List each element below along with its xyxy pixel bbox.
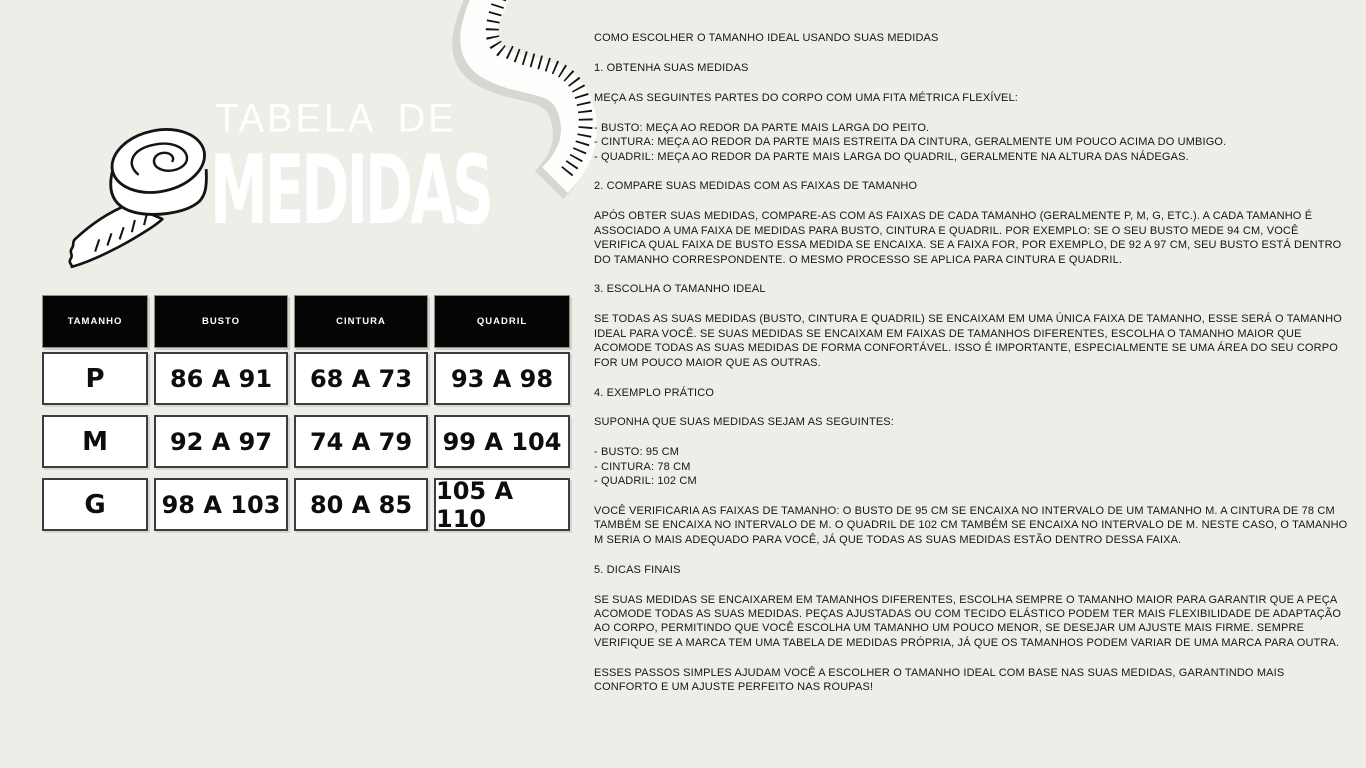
size-guide-text bbox=[594, 31, 1348, 695]
size-table-row-p bbox=[42, 352, 568, 405]
guide-paragraph: SUPONHA QUE SUAS MEDIDAS SEJAM AS SEGUINTES: bbox=[594, 416, 895, 429]
size-table-row-m bbox=[42, 415, 568, 468]
guide-list-line: - QUADRIL: 102 CM bbox=[594, 475, 697, 488]
size-table-row-g bbox=[42, 478, 568, 531]
size-table-cell: 105 A 110 bbox=[434, 478, 570, 531]
guide-paragraph: SE SUAS MEDIDAS SE ENCAIXAREM EM TAMANHOS DIFERENTES, ESCOLHA SEMPRE O TAMANHO MAIOR PARA GARANTIR QUE A PEÇA ACOMODE TODAS AS SUAS MEDIDAS. PEÇAS AJUSTADAS OU COM TECIDO ELÁSTICO PODEM TER MAIS FLEXIBILIDADE DE ADAPTAÇÃO AO CORPO, PERMITINDO QUE VOCÊ ESCOLHA UM TAMANHO UM POUCO MENOR, SE DESEJAR UM AJUSTE MAIS FIRME. SEMPRE VERIFIQUE SE A MARCA TEM UMA TABELA DE MEDIDAS PRÓPRIA, JÁ QUE OS TAMANHOS PODEM VARIAR DE UMA MARCA PARA OUTRA. bbox=[594, 593, 1342, 649]
brand-title bbox=[210, 96, 491, 246]
size-table-header-tamanho: TAMANHO bbox=[42, 295, 148, 348]
guide-intro-heading: COMO ESCOLHER O TAMANHO IDEAL USANDO SUAS MEDIDAS bbox=[594, 32, 939, 44]
size-table-cell: 99 A 104 bbox=[434, 415, 570, 468]
guide-heading-3: 3. ESCOLHA O TAMANHO IDEAL bbox=[594, 283, 766, 296]
size-table-cell: 80 A 85 bbox=[294, 478, 428, 531]
brand-title-line2: MEDIDAS bbox=[210, 133, 491, 246]
size-table-cell: 68 A 73 bbox=[294, 352, 428, 405]
guide-paragraph: VOCÊ VERIFICARIA AS FAIXAS DE TAMANHO: O BUSTO DE 95 CM SE ENCAIXA NO INTERVALO DE UM TAMANHO M. A CINTURA DE 78 CM TAMBÉM SE ENCAIXA NO INTERVALO DE M. O QUADRIL DE 102 CM TAMBÉM SE ENCAIXA NO INTERVALO DE M. NESTE CASO, O TAMANHO M SERIA O MAIS ADEQUADO PARA VOCÊ, JÁ QUE TODAS AS SUAS MEDIDAS ESTÃO DENTRO DESSA FAIXA. bbox=[594, 505, 1348, 546]
size-table-header-quadril: QUADRIL bbox=[434, 295, 570, 348]
guide-heading-1: 1. OBTENHA SUAS MEDIDAS bbox=[594, 61, 749, 74]
guide-measure-list bbox=[594, 121, 1348, 164]
size-table-cell: 86 A 91 bbox=[154, 352, 288, 405]
measuring-tape-roll-icon bbox=[60, 106, 224, 274]
size-table-cell: 92 A 97 bbox=[154, 415, 288, 468]
size-table-header-busto: BUSTO bbox=[154, 295, 288, 348]
guide-paragraph: SE TODAS AS SUAS MEDIDAS (BUSTO, CINTURA E QUADRIL) SE ENCAIXAM EM UMA ÚNICA FAIXA DE TAMANHO, ESSE SERÁ O TAMANHO IDEAL PARA VOCÊ. SE SUAS MEDIDAS SE ENCAIXAM EM FAIXAS DE TAMANHOS DIFERENTES, ESCOLHA O TAMANHO MAIOR QUE ACOMODE TODAS AS SUAS MEDIDAS DE FORMA CONFORTÁVEL. ISSO É IMPORTANTE, ESPECIALMENTE SE UMA ÁREA DO SEU CORPO FOR UM POUCO MAIOR QUE AS OUTRAS. bbox=[594, 313, 1342, 369]
size-table-cell: 93 A 98 bbox=[434, 352, 570, 405]
guide-heading-5: 5. DICAS FINAIS bbox=[594, 563, 681, 576]
brand-title-line1: TABELA DE bbox=[215, 96, 457, 142]
guide-closing-paragraph: ESSES PASSOS SIMPLES AJUDAM VOCÊ A ESCOLHER O TAMANHO IDEAL COM BASE NAS SUAS MEDIDAS, GARANTINDO MAIS CONFORTO E UM AJUSTE PERFEITO NAS ROUPAS! bbox=[594, 666, 1285, 694]
guide-heading-4: 4. EXEMPLO PRÁTICO bbox=[594, 386, 715, 399]
size-table-header-cintura: CINTURA bbox=[294, 295, 428, 348]
guide-list-line: - BUSTO: MEÇA AO REDOR DA PARTE MAIS LARGA DO PEITO. bbox=[594, 121, 930, 134]
guide-list-line: - BUSTO: 95 CM bbox=[594, 446, 680, 459]
size-table bbox=[42, 295, 568, 541]
size-table-header-row bbox=[42, 295, 568, 348]
guide-list-line: - QUADRIL: MEÇA AO REDOR DA PARTE MAIS LARGA DO QUADRIL, GERALMENTE NA ALTURA DAS NÁDEGAS. bbox=[594, 150, 1189, 163]
size-table-cell: M bbox=[42, 415, 148, 468]
guide-heading-2: 2. COMPARE SUAS MEDIDAS COM AS FAIXAS DE TAMANHO bbox=[594, 180, 918, 193]
guide-example-list bbox=[594, 445, 1348, 488]
guide-list-line: - CINTURA: 78 CM bbox=[594, 460, 691, 473]
guide-paragraph: APÓS OBTER SUAS MEDIDAS, COMPARE-AS COM AS FAIXAS DE CADA TAMANHO (GERALMENTE P, M, G, ETC.). A CADA TAMANHO É ASSOCIADO A UMA FAIXA DE MEDIDAS PARA BUSTO, CINTURA E QUADRIL. POR EXEMPLO: SE O SEU BUSTO MEDE 94 CM, VOCÊ VERIFICA QUAL FAIXA DE BUSTO ESSA MEDIDA SE ENCAIXA. SE A FAIXA FOR, POR EXEMPLO, DE 92 A 97 CM, SEU BUSTO ESTÁ DENTRO DO TAMANHO CORRESPONDENTE. O MESMO PROCESSO SE APLICA PARA CINTURA E QUADRIL. bbox=[594, 210, 1342, 266]
guide-list-line: - CINTURA: MEÇA AO REDOR DA PARTE MAIS ESTREITA DA CINTURA, GERALMENTE UM POUCO ACIMA DO UMBIGO. bbox=[594, 136, 1227, 149]
size-table-cell: P bbox=[42, 352, 148, 405]
guide-paragraph: MEÇA AS SEGUINTES PARTES DO CORPO COM UMA FITA MÉTRICA FLEXÍVEL: bbox=[594, 91, 1019, 104]
size-table-cell: 74 A 79 bbox=[294, 415, 428, 468]
size-table-cell: G bbox=[42, 478, 148, 531]
size-table-cell: 98 A 103 bbox=[154, 478, 288, 531]
